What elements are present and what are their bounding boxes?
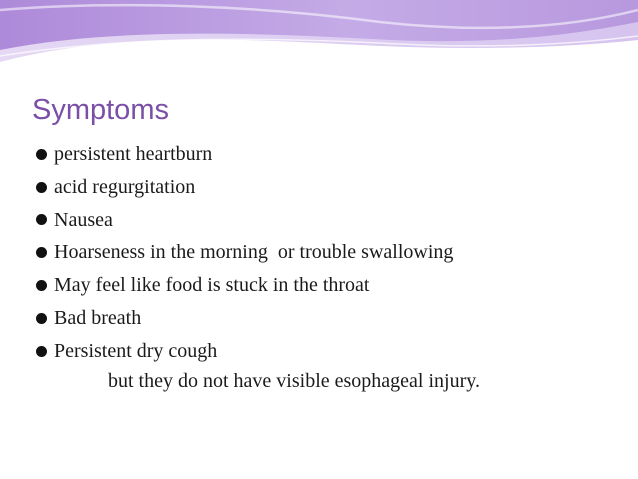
list-item [36, 138, 453, 171]
symptom-list [36, 138, 453, 368]
bullet-dot-icon [36, 149, 47, 160]
list-item-text: acid regurgitation [54, 175, 196, 198]
list-item [36, 302, 453, 335]
bullet-dot-icon [36, 313, 47, 324]
list-item [36, 171, 453, 204]
bullet-dot-icon [36, 346, 47, 357]
list-item [36, 335, 453, 368]
bullet-dot-icon [36, 214, 47, 225]
list-item-text: Bad breath [54, 306, 142, 329]
bullet-dot-icon [36, 280, 47, 291]
list-item-text: Nausea [54, 208, 113, 231]
slide-title: Symptoms [32, 94, 169, 126]
list-item-text: Persistent dry cough [54, 339, 218, 362]
list-item [36, 236, 453, 269]
header-wave-decoration [0, 0, 638, 80]
bullet-dot-icon [36, 247, 47, 258]
bullet-dot-icon [36, 182, 47, 193]
list-item-text: May feel like food is stuck in the throat [54, 274, 370, 297]
list-item-text: persistent heartburn [54, 143, 213, 165]
list-item-text: Hoarseness in the morning or trouble swallowing [54, 241, 454, 264]
continuation-text: but they do not have visible esophageal injury. [108, 370, 480, 392]
list-item [36, 269, 453, 302]
list-item [36, 204, 453, 237]
